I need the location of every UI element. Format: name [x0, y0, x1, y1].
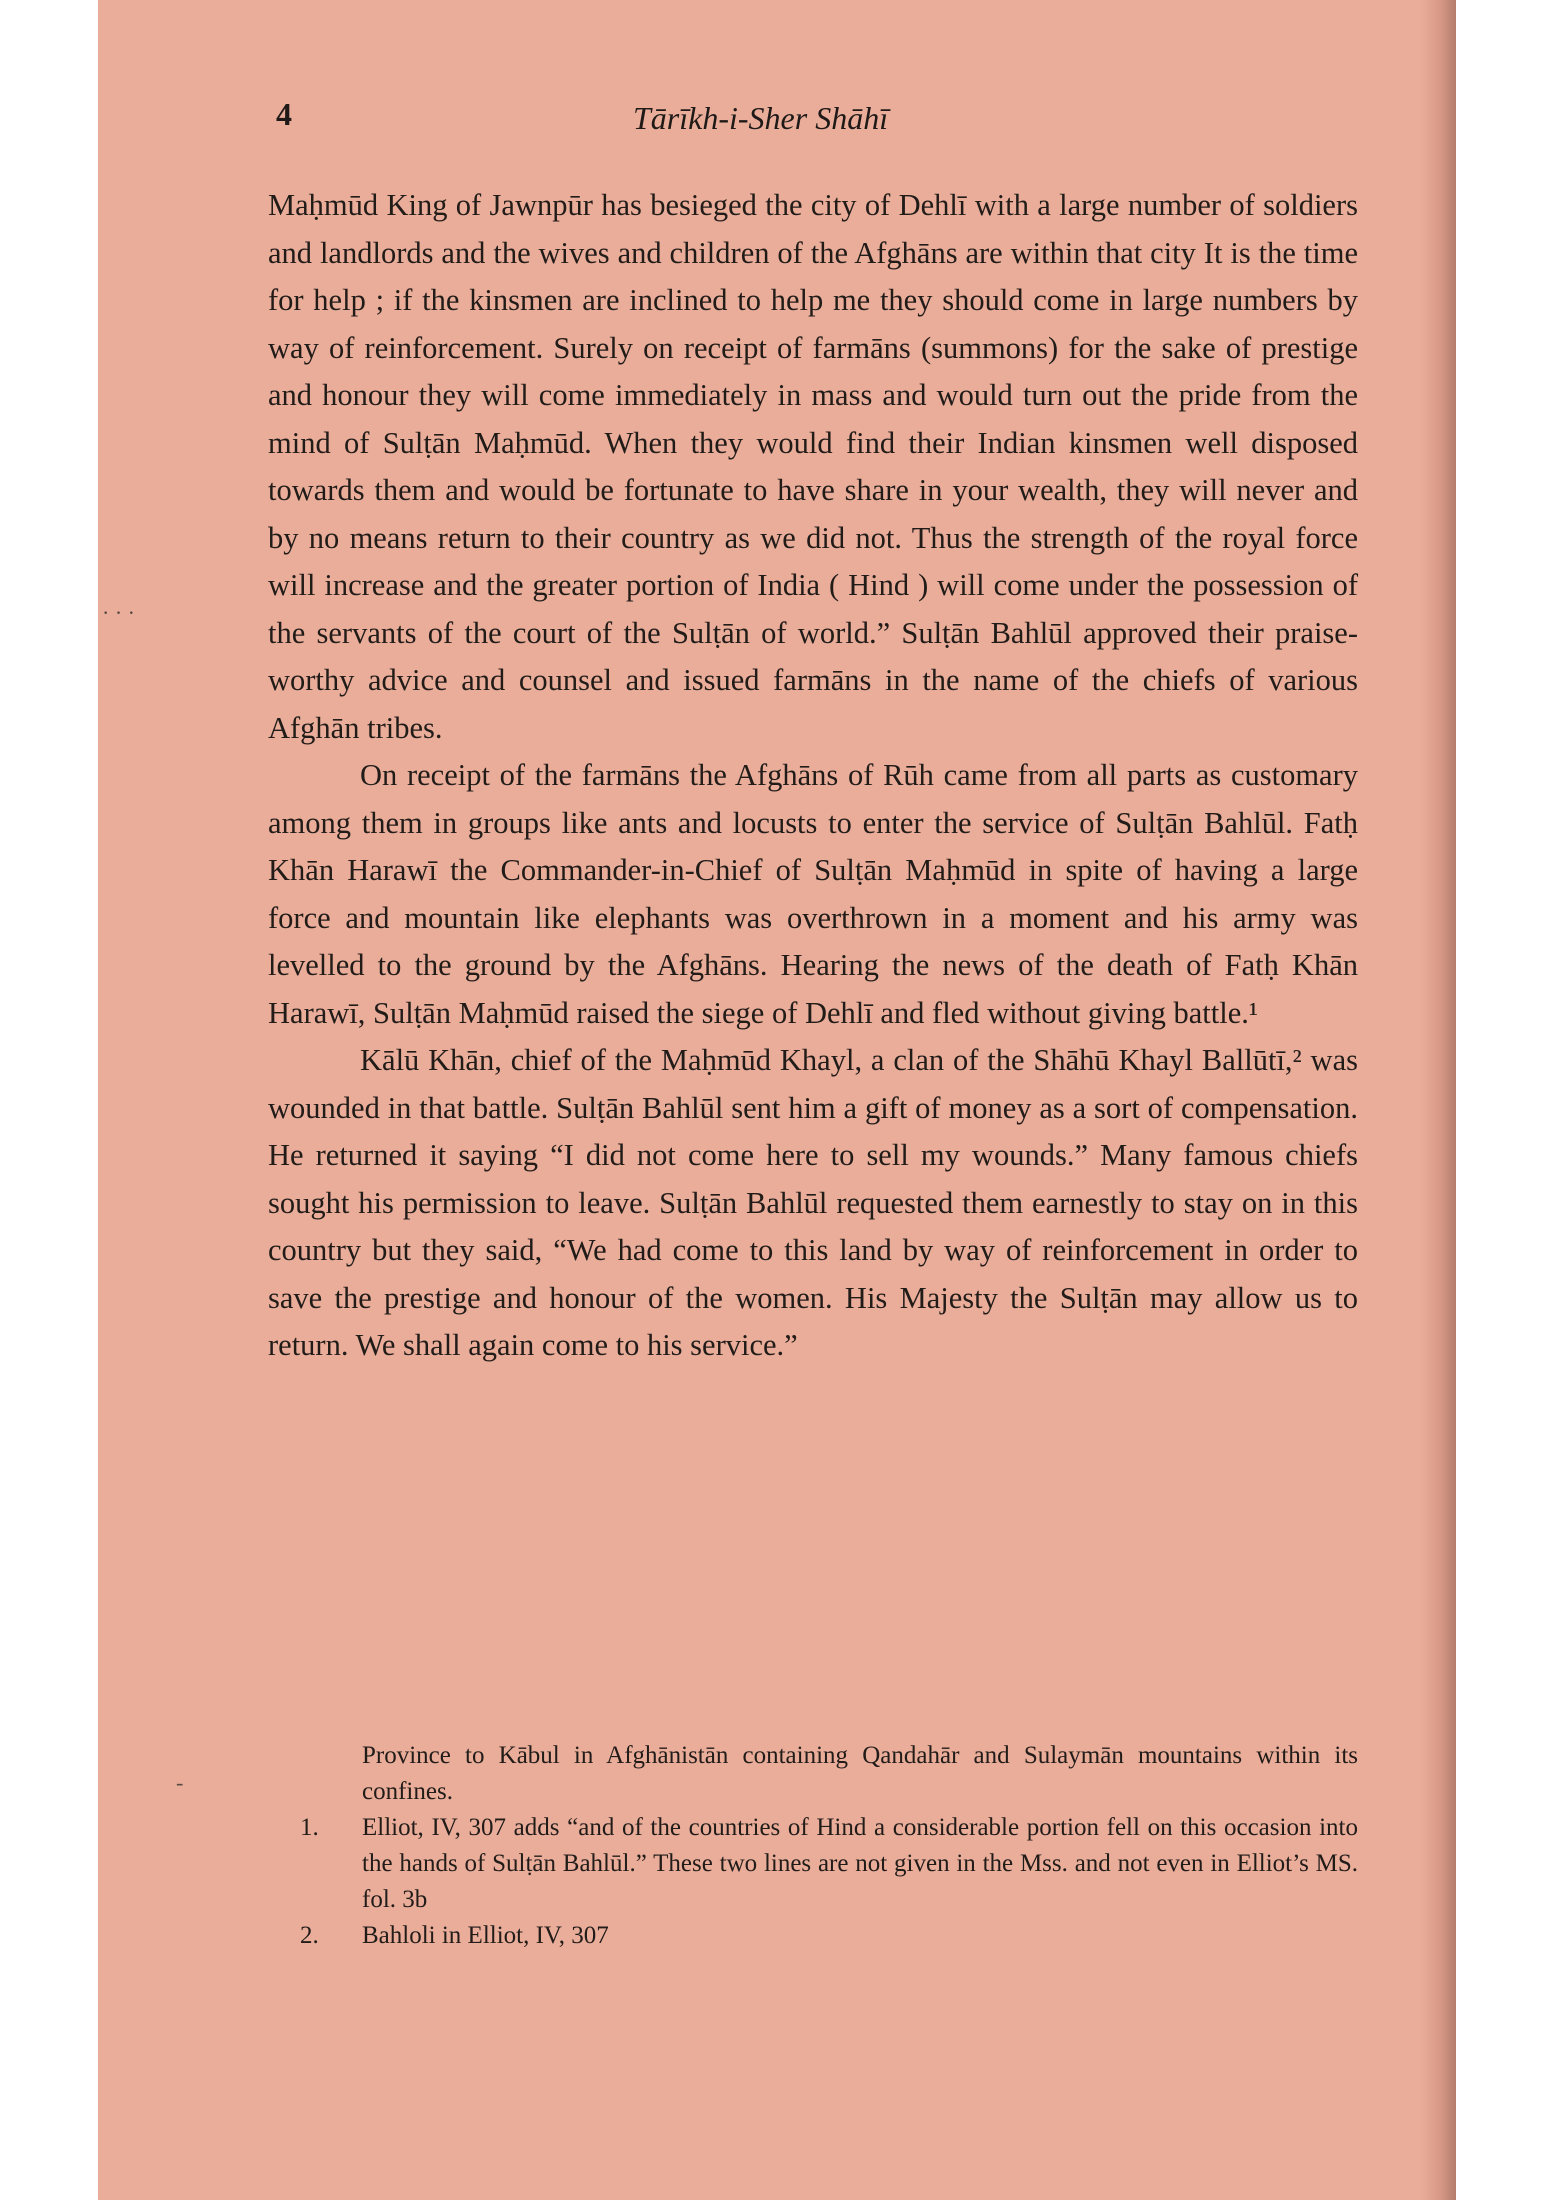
page-number: 4 — [276, 96, 292, 132]
paragraph-2: On receipt of the farmāns the Afghāns of Rūh came from all parts as customary among them in groups like ants and locusts to enter the service of Sulṭān Bahlūl. Fatḥ Khān Harawī the Commander-in-Chief of Sulṭān Maḥmūd in spite of having a large force and mountain like elephants was overthrown in a moment and his army was levelled to the ground by the Afghāns. Hearing the news of the death of Fatḥ Khān Harawī, Sulṭān Maḥmūd raised the siege of Dehlī and fled without giving battle.¹ — [268, 758, 1358, 1030]
footnote-number: 2. — [300, 1922, 319, 1949]
paragraph-3: Kālū Khān, chief of the Maḥmūd Khayl, a clan of the Shāhū Khayl Ballūtī,² was wounded in that battle. Sulṭān Bahlūl sent him a gift of money as a sort of compensation. He returned it saying “I did not come here to sell my wounds.” Many famous chiefs sought his permission to leave. Sulṭān Bahlūl requested them earnestly to stay on in this country but they said, “We had come to this land by way of reinforcement in order to save the prestige and honour of the women. His Majesty the Sulṭān may allow us to return. We shall again come to his service.” — [268, 1043, 1358, 1362]
margin-speck: ‐ — [176, 1770, 184, 1795]
footnote-text: Elliot, IV, 307 adds “and of the countries of Hind a considerable portion fell on this occasion into the hands of Sulṭān Bahlūl.” These two lines are not given in the Mss. and not even in Elliot’s MS. fol. 3b — [362, 1814, 1358, 1913]
main-text — [268, 182, 1358, 1370]
footnote-text: Bahloli in Elliot, IV, 307 — [362, 1922, 609, 1949]
footnote-1 — [300, 1810, 1358, 1918]
footnotes — [300, 1738, 1358, 1954]
footnote-number: 1. — [300, 1814, 319, 1841]
running-title: Tārīkh-i-Sher Shāhī — [633, 100, 889, 136]
footnote-continuation: Province to Kābul in Afghānistān containing Qandahār and Sulaymān mountains within its confines. — [362, 1742, 1358, 1805]
footnote-2 — [300, 1918, 1358, 1954]
book-gutter-shadow — [1420, 0, 1456, 2200]
paragraph-1: Maḥmūd King of Jawnpūr has besieged the city of Dehlī with a large number of soldiers and landlords and the wives and children of the Afghāns are within that city It is the time for help ; if the kinsmen are inclined to help me they should come in large numbers by way of reinforcement. Surely on receipt of farmāns (summons) for the sake of prestige and honour they will come immediately in mass and would turn out the pride from the mind of Sulṭān Maḥmūd. When they would find their Indian kinsmen well disposed towards them and would be fortunate to have share in your wealth, they will never and by no means return to their country as we did not. Thus the strength of the royal force will increase and the greater portion of India ( Hind ) will come under the possession of the servants of the court of the Sulṭān of world.” Sulṭān Bahlūl approved their praise-worthy advice and counsel and issued farmāns in the name of the chiefs of various Afghān tribes. — [268, 188, 1358, 745]
margin-speck: · · · — [102, 600, 135, 625]
